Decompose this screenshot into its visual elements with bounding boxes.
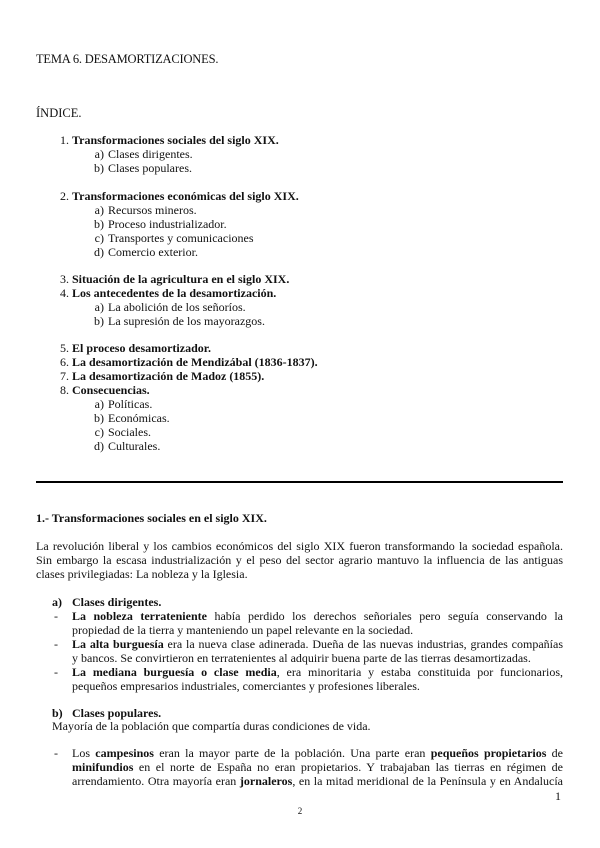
toc-sub-letter: a) [94, 397, 104, 411]
toc-sub-letter: a) [94, 147, 104, 161]
text-run: era la nueva clase adinerada. Dueña de las nuevas industrias, grandes compañías [163, 637, 563, 651]
text-run: eran la mayor parte de la población. Una parte eran [153, 746, 431, 760]
toc-number: 2. [60, 189, 69, 203]
toc-sub-item: Políticas. [108, 397, 153, 411]
toc-sub-item: Proceso industrializador. [108, 217, 227, 231]
bold-term: La nobleza terrateniente [72, 609, 207, 623]
toc-item: Transformaciones económicas del siglo XIX. [72, 189, 299, 203]
toc-sub-letter: b) [94, 314, 104, 328]
toc-sub-letter: a) [94, 300, 104, 314]
document-title: TEMA 6. DESAMORTIZACIONES. [36, 52, 219, 66]
toc-number: 8. [60, 383, 69, 397]
toc-sub-letter: d) [94, 439, 104, 453]
bold-term: jornaleros [239, 774, 293, 788]
toc-number: 1. [60, 133, 69, 147]
toc-sub-letter: b) [94, 161, 104, 175]
text-run: , en la mitad meridional de la Península y en Andalucía [292, 774, 563, 788]
horizontal-divider [36, 481, 563, 483]
toc-sub-item: Recursos mineros. [108, 203, 197, 217]
toc-sub-letter: a) [94, 203, 104, 217]
bullet-paragraph [72, 746, 563, 788]
intro-paragraph [36, 539, 563, 581]
bullet-dash: - [54, 665, 58, 679]
toc-item: La desamortización de Mendizábal (1836-1837). [72, 355, 318, 369]
toc-item: Situación de la agricultura en el siglo XIX. [72, 272, 290, 286]
bold-term: minifundios [72, 760, 134, 774]
text-run: había perdido los derechos señoriales pero seguía conservando la [206, 609, 563, 623]
toc-item: Los antecedentes de la desamortización. [72, 286, 277, 300]
toc-number: 7. [60, 369, 69, 383]
text-line: clases privilegiadas: La nobleza y la Iglesia. [36, 567, 248, 581]
toc-item: La desamortización de Madoz (1855). [72, 369, 265, 383]
toc-number: 6. [60, 355, 69, 369]
text-run: de [546, 746, 564, 760]
text-run: en el norte de España no eran propietarios. Y trabajaban las tierras en régimen de [133, 760, 563, 774]
toc-number: 3. [60, 272, 69, 286]
toc-item: Consecuencias. [72, 383, 150, 397]
text-line: propiedad de la tierra y manteniendo un papel relevante en la sociedad. [72, 623, 414, 637]
toc-sub-item: Transportes y comunicaciones [108, 231, 254, 245]
text-line: y bancos. Se convirtieron en terratenientes al adquirir buena parte de las tierras desamortizadas. [72, 651, 531, 665]
bullet-paragraph [72, 637, 563, 665]
bold-term: La alta burguesía [72, 637, 164, 651]
page-number-right: 1 [555, 789, 561, 803]
toc-sub-letter: c) [94, 231, 104, 245]
toc-item: El proceso desamortizador. [72, 341, 211, 355]
toc-number: 4. [60, 286, 69, 300]
toc-sub-item: Culturales. [108, 439, 161, 453]
toc-sub-item: Clases dirigentes. [108, 147, 193, 161]
toc-sub-item: La supresión de los mayorazgos. [108, 314, 265, 328]
bold-term: campesinos [95, 746, 154, 760]
toc-sub-item: Comercio exterior. [108, 245, 198, 259]
text-run: , era minoritaria y estaba constituida por funcionarios, [276, 665, 563, 679]
toc-sub-item: Económicas. [108, 411, 170, 425]
toc-sub-item: La abolición de los señoríos. [108, 300, 246, 314]
text-run: Los [72, 746, 96, 760]
bold-term: pequeños propietarios [430, 746, 547, 760]
toc-sub-item: Sociales. [108, 425, 151, 439]
bullet-paragraph [72, 609, 563, 637]
subsection-heading: Clases populares. [72, 706, 162, 720]
bullet-dash: - [54, 746, 58, 760]
text-line: Sin embargo la escasa industrialización y el peso del sector agrario mantuvo la influencia de las antiguas [36, 553, 563, 567]
toc-sub-letter: c) [94, 425, 104, 439]
index-heading: ÍNDICE. [36, 106, 82, 120]
page-number-footer: 2 [297, 806, 303, 816]
toc-sub-letter: d) [94, 245, 104, 259]
subsection-letter: b) [52, 706, 63, 720]
bold-term: La mediana burguesía o clase media [72, 665, 277, 679]
subsection-letter: a) [52, 595, 62, 609]
text-line: pequeños empresarios industriales, comerciantes y profesiones liberales. [72, 679, 420, 693]
subsection-heading: Clases dirigentes. [72, 595, 162, 609]
toc-sub-letter: b) [94, 217, 104, 231]
toc-item: Transformaciones sociales del siglo XIX. [72, 133, 279, 147]
section-heading: 1.- Transformaciones sociales en el siglo XIX. [36, 511, 267, 525]
bullet-dash: - [54, 637, 58, 651]
text-run: arrendamiento. Otra mayoría eran [72, 774, 240, 788]
bullet-paragraph [72, 665, 563, 693]
toc-sub-letter: b) [94, 411, 104, 425]
toc-number: 5. [60, 341, 69, 355]
text-line: La revolución liberal y los cambios económicos del siglo XIX fueron transformando la sociedad española. [36, 539, 563, 553]
subsection-intro: Mayoría de la población que compartía duras condiciones de vida. [52, 719, 371, 733]
bullet-dash: - [54, 609, 58, 623]
toc-sub-item: Clases populares. [108, 161, 192, 175]
